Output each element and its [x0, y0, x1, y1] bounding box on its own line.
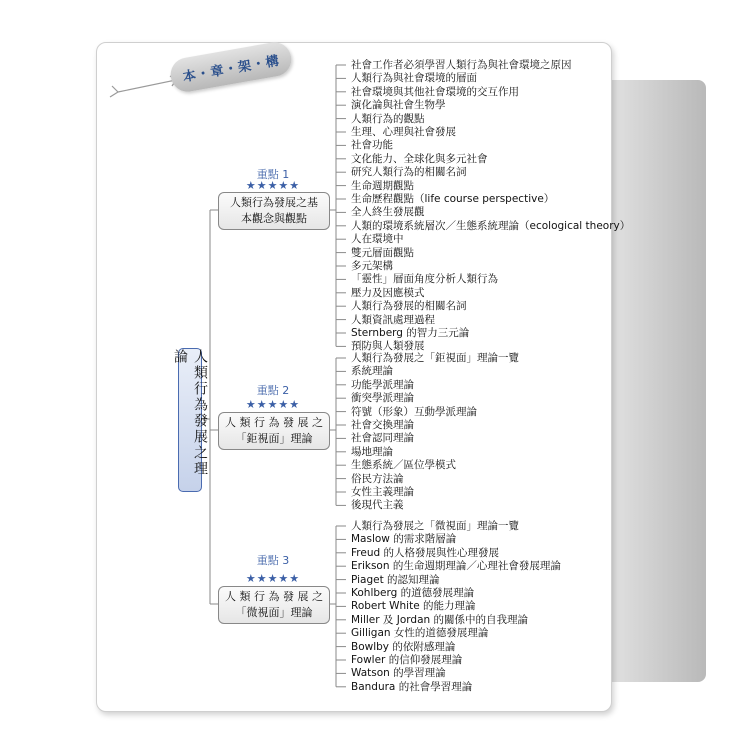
leaf-topic: 生命歷程觀點（life course perspective） — [351, 193, 555, 205]
leaf-topic: Miller 及 Jordan 的關係中的自我理論 — [351, 613, 529, 626]
leaf-topic: Kohlberg 的道德發展理論 — [351, 587, 475, 599]
branch-topic — [218, 586, 330, 624]
leaf-topic: 功能學派理論 — [351, 378, 414, 391]
leaf-topic: 人類的環境系統層次／生態系統理論（ecological theory） — [351, 219, 631, 232]
importance-stars: ★★★★★ — [245, 398, 301, 411]
leaf-topic: Bandura 的社會學習理論 — [351, 680, 473, 693]
leaf-topic: 多元架構 — [351, 260, 393, 272]
importance-stars: ★★★★★ — [245, 572, 301, 585]
leaf-topic: Robert White 的能力理論 — [351, 600, 476, 613]
leaf-topic: 衝突學派理論 — [351, 392, 414, 405]
leaf-topic: Maslow 的需求階層論 — [351, 533, 457, 546]
leaf-topic: 女性主義理論 — [351, 486, 414, 498]
leaf-topic: 社會環境與其他社會環境的交互作用 — [351, 85, 519, 98]
leaf-topic: 演化論與社會生物學 — [351, 99, 446, 112]
branch-title-line: 人 類 行 為 發 展 之 — [225, 416, 323, 429]
leaf-topic: Erikson 的生命週期理論／心理社會發展理論 — [351, 560, 561, 573]
leaf-topic: 社會功能 — [351, 139, 393, 152]
leaf-topic: 「靈性」層面角度分析人類行為 — [351, 273, 498, 286]
branch-topic — [218, 192, 330, 230]
leaf-topic: 系統理論 — [351, 365, 393, 378]
leaf-topic: 人類行為與社會環境的層面 — [351, 72, 477, 85]
leaf-topic: 全人終生發展觀 — [351, 206, 425, 219]
leaf-topic: Watson 的學習理論 — [351, 667, 446, 680]
importance-stars: ★★★★★ — [245, 179, 301, 192]
decorative-arrow — [110, 76, 176, 97]
leaf-topic: 文化能力、全球化與多元社會 — [351, 152, 488, 165]
leaf-topic: 生理、心理與社會發展 — [351, 126, 456, 138]
leaf-topic: 人類資訊處理過程 — [351, 313, 435, 326]
branch-title-line: 本觀念與觀點 — [241, 212, 307, 225]
branch-topic — [218, 412, 330, 450]
leaf-topic: 雙元層面觀點 — [351, 246, 414, 259]
branch-title-line: 人類行為發展之基 — [230, 196, 318, 209]
leaf-topic: Gilligan 女性的道德發展理論 — [351, 627, 489, 640]
branch-title-line: 人 類 行 為 發 展 之 — [225, 590, 323, 603]
leaf-topic: 預防與人類發展 — [351, 340, 425, 353]
leaf-topic: 人類行為發展之「微視面」理論一覽 — [351, 520, 519, 532]
leaf-topic: 生命週期觀點 — [351, 179, 414, 192]
focus-label: 重點 2 — [256, 384, 290, 397]
leaf-topic: 人類行為發展之「鉅視面」理論一覽 — [351, 352, 519, 364]
leaf-topic: Piaget 的認知理論 — [351, 573, 440, 586]
chapter-structure-tag: 本・章・架・構 — [168, 40, 294, 95]
leaf-topic: 社會認同理論 — [351, 432, 414, 445]
focus-label: 重點 1 — [256, 168, 290, 181]
leaf-topic: 人在環境中 — [351, 233, 404, 246]
branch-title-line: 「微視面」理論 — [235, 606, 313, 619]
leaf-topic: 社會工作者必須學習人類行為與社會環境之原因 — [351, 59, 572, 71]
leaf-topic: 壓力及因應模式 — [351, 286, 425, 299]
leaf-topic: Freud 的人格發展與性心理發展 — [351, 546, 499, 559]
leaf-topic: 研究人類行為的相關名詞 — [351, 166, 467, 179]
leaf-topic: 社會交換理論 — [351, 419, 414, 431]
branch-title-line: 「鉅視面」理論 — [235, 432, 313, 445]
root-topic: 人類行為發展之理論 — [178, 348, 202, 492]
leaf-topic: 符號（形象）互動學派理論 — [351, 405, 477, 418]
leaf-topic: Sternberg 的智力三元論 — [351, 327, 470, 339]
leaf-topic: Bowlby 的依附感理論 — [351, 640, 456, 653]
leaf-topic: Fowler 的信仰發展理論 — [351, 654, 463, 666]
leaf-topic: 人類行為發展的相關名詞 — [351, 300, 467, 313]
leaf-topic: 場地理論 — [351, 445, 393, 458]
leaf-topic: 生態系統／區位學模式 — [351, 459, 456, 472]
focus-label: 重點 3 — [256, 554, 290, 567]
leaf-topic: 俗民方法論 — [351, 472, 404, 485]
leaf-topic: 後現代主義 — [351, 499, 404, 512]
leaf-topic: 人類行為的觀點 — [351, 112, 425, 125]
